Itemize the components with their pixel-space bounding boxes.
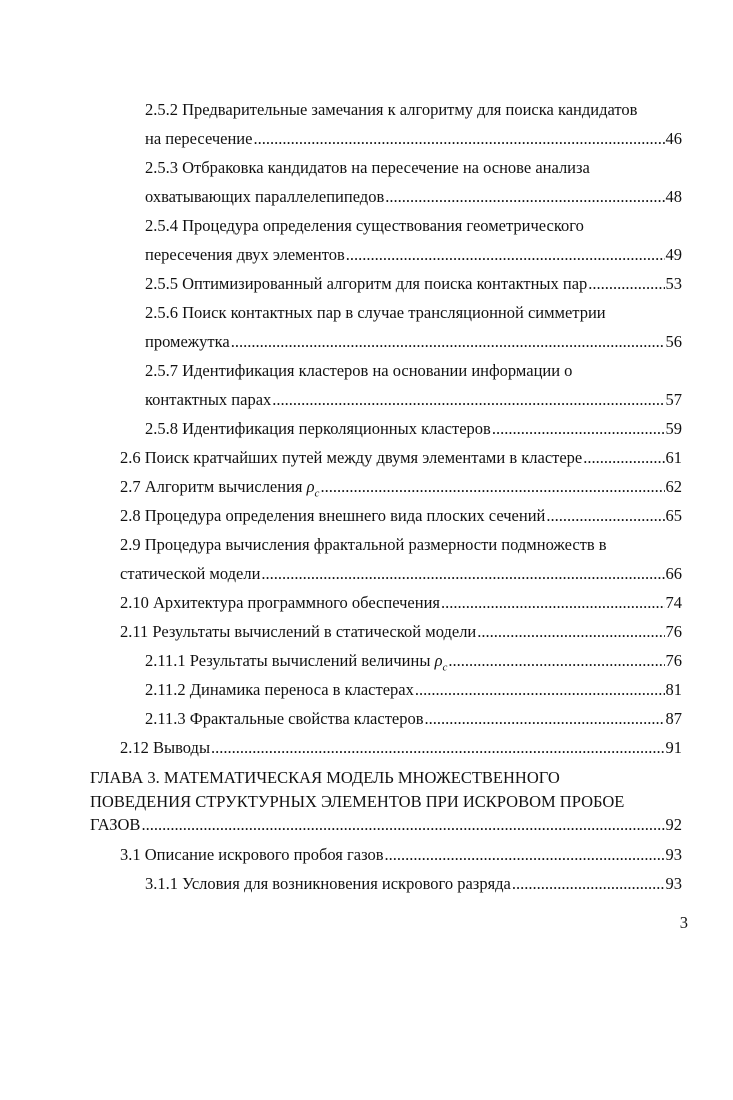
toc-chapter-3-line2: ПОВЕДЕНИЯ СТРУКТУРНЫХ ЭЛЕМЕНТОВ ПРИ ИСКРОВОМ ПРОБОЕ (90, 792, 625, 811)
dot-leader (253, 127, 664, 151)
page-ref: 92 (665, 815, 682, 834)
page-ref: 49 (665, 245, 682, 264)
toc-entry-2-11-3[interactable]: 2.11.3 Фрактальные свойства кластеров ..... 87 (145, 707, 682, 731)
dot-leader (320, 475, 664, 499)
toc-entry-2-5-2-line1: 2.5.2 Предварительные замечания к алгоритму для поиска кандидатов (145, 100, 638, 119)
page-ref: 87 (665, 709, 682, 728)
dot-leader (425, 707, 665, 731)
page-ref: 65 (665, 506, 682, 525)
page-ref: 53 (665, 274, 682, 293)
toc-entry-2-5-3[interactable]: охватывающих параллелепипедов ..... 48 (145, 185, 682, 209)
page-ref: 81 (665, 680, 682, 699)
toc-entry-2-7[interactable]: 2.7 Алгоритм вычисления $\rho_c$ ..... 62 (120, 475, 682, 499)
page-ref: 93 (665, 874, 682, 893)
dot-leader (477, 620, 664, 644)
page-ref: 74 (665, 593, 682, 612)
dot-leader (211, 736, 664, 760)
dot-leader (272, 388, 664, 412)
toc-chapter-3[interactable]: ГАЗОВ ..... 92 (90, 813, 682, 837)
page-ref: 48 (665, 187, 682, 206)
page-ref: 76 (665, 651, 682, 670)
page-ref: 61 (665, 448, 682, 467)
dot-leader (441, 591, 665, 615)
dot-leader (231, 330, 665, 354)
toc-entry-2-6[interactable]: 2.6 Поиск кратчайших путей между двумя элементами в кластере ..... 61 (120, 446, 682, 470)
page-ref: 62 (665, 477, 682, 496)
toc-entry-2-9[interactable]: статической модели ..... 66 (120, 562, 682, 586)
dot-leader (512, 872, 665, 896)
toc-entry-2-5-4[interactable]: пересечения двух элементов ..... 49 (145, 243, 682, 267)
toc-chapter-3-line1: ГЛАВА 3. МАТЕМАТИЧЕСКАЯ МОДЕЛЬ МНОЖЕСТВЕННОГО (90, 768, 560, 787)
dot-leader (346, 243, 665, 267)
page-ref: 76 (665, 622, 682, 641)
toc-entry-3-1-1[interactable]: 3.1.1 Условия для возникновения искрового разряда ..... 93 (145, 872, 682, 896)
dot-leader (583, 446, 664, 470)
dot-leader (448, 649, 664, 673)
toc-entry-2-5-6[interactable]: промежутка ..... 56 (145, 330, 682, 354)
dot-leader (261, 562, 664, 586)
dot-leader (588, 272, 664, 296)
toc-entry-2-11-1[interactable]: 2.11.1 Результаты вычислений величины $\rho_c$ ..... 76 (145, 649, 682, 673)
dot-leader (141, 813, 664, 837)
dot-leader (546, 504, 664, 528)
toc-entry-2-5-8[interactable]: 2.5.8 Идентификация перколяционных кластеров ..... 59 (145, 417, 682, 441)
toc-entry-2-5-4-line1: 2.5.4 Процедура определения существования геометрического (145, 216, 584, 235)
dot-leader (385, 185, 664, 209)
toc-entry-3-1[interactable]: 3.1 Описание искрового пробоя газов ..... 93 (120, 843, 682, 867)
page-number: 3 (679, 913, 688, 932)
rho-c-symbol: $\rho_c$ (434, 651, 448, 673)
toc-entry-2-10[interactable]: 2.10 Архитектура программного обеспечения ..... 74 (120, 591, 682, 615)
page-ref: 59 (665, 419, 682, 438)
page-ref: 93 (665, 845, 682, 864)
toc-entry-2-11-2[interactable]: 2.11.2 Динамика переноса в кластерах ..... 81 (145, 678, 682, 702)
page-ref: 66 (665, 564, 682, 583)
toc-entry-2-11[interactable]: 2.11 Результаты вычислений в статической модели ..... 76 (120, 620, 682, 644)
page-ref: 57 (665, 390, 682, 409)
toc-entry-2-9-line1: 2.9 Процедура вычисления фрактальной размерности подмножеств в (120, 535, 607, 554)
toc-entry-2-8[interactable]: 2.8 Процедура определения внешнего вида плоских сечений ..... 65 (120, 504, 682, 528)
page-ref: 46 (665, 129, 682, 148)
toc-entry-2-5-5[interactable]: 2.5.5 Оптимизированный алгоритм для поиска контактных пар ..... 53 (145, 272, 682, 296)
toc-entry-2-5-6-line1: 2.5.6 Поиск контактных пар в случае трансляционной симметрии (145, 303, 606, 322)
toc-entry-2-12[interactable]: 2.12 Выводы ..... 91 (120, 736, 682, 760)
rho-c-symbol: $\rho_c$ (306, 477, 320, 499)
dot-leader (385, 843, 665, 867)
toc-entry-2-5-2[interactable]: на пересечение ..... 46 (145, 127, 682, 151)
dot-leader (415, 678, 665, 702)
dot-leader (492, 417, 665, 441)
page-ref: 91 (665, 738, 682, 757)
toc-entry-2-5-7-line1: 2.5.7 Идентификация кластеров на основании информации о (145, 361, 573, 380)
toc-entry-2-5-3-line1: 2.5.3 Отбраковка кандидатов на пересечение на основе анализа (145, 158, 590, 177)
page-ref: 56 (665, 332, 682, 351)
toc-entry-2-5-7[interactable]: контактных парах ..... 57 (145, 388, 682, 412)
